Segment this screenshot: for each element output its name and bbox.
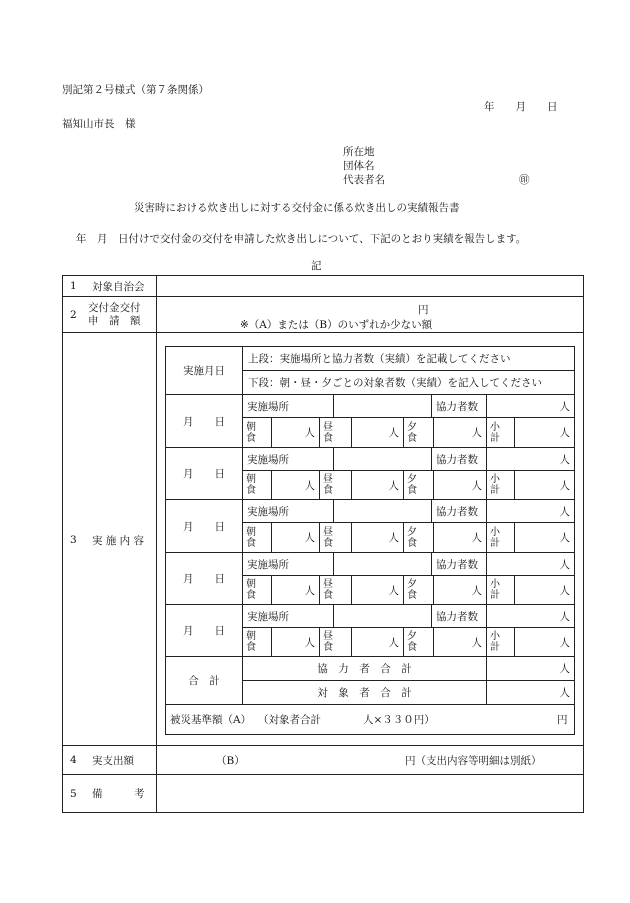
- row3-label: 実 施 内 容: [92, 534, 145, 547]
- row2-label: [88, 297, 141, 332]
- meal-label: [490, 471, 500, 499]
- month-day-label: 月 日: [183, 625, 225, 637]
- meal-count-unit: 人: [559, 427, 570, 439]
- month-day-label: 月 日: [183, 468, 225, 480]
- meal-label: [323, 471, 333, 499]
- meal-count-unit: 人: [559, 584, 570, 597]
- meal-count-unit: 人: [388, 584, 399, 597]
- row2-yen: 円: [418, 304, 429, 316]
- meal-label: [246, 471, 256, 499]
- helpers-label: 協力者数: [436, 400, 478, 413]
- meal-label: [246, 418, 256, 447]
- meal-label-top: 小: [490, 526, 500, 538]
- row3-number: 3: [70, 534, 77, 546]
- meal-label: [490, 628, 500, 656]
- intro-text: 年 月 日付けで交付金の交付を申請した炊き出しについて、下記のとおり実績を報告します。: [76, 233, 527, 245]
- meal-label: [490, 523, 500, 552]
- row4-b-marker: （B）: [216, 754, 245, 767]
- meal-count-unit: 人: [388, 636, 399, 649]
- meal-count-unit: 人: [559, 636, 570, 649]
- meal-count-unit: 人: [471, 427, 482, 439]
- row2-note: ※（A）または（B）のいずれか少ない額: [240, 319, 433, 331]
- meal-label-top: 夕: [407, 579, 417, 590]
- lower-instruction: 下段：朝・昼・夕ごとの対象者数（実績）を記入してください: [248, 377, 542, 389]
- organization-label: 団体名: [343, 160, 375, 172]
- meal-count-unit: 人: [388, 479, 399, 492]
- meal-label-bottom: 食: [323, 432, 333, 444]
- meal-count-unit: 人: [559, 532, 570, 544]
- meal-label: [407, 471, 417, 499]
- meal-label-top: 昼: [323, 421, 333, 433]
- row1-number: 1: [70, 280, 77, 292]
- date-header-label: 実施月日: [183, 365, 225, 377]
- row5-number: 5: [70, 787, 77, 800]
- place-label: 実施場所: [247, 453, 289, 466]
- meal-label-bottom: 計: [490, 590, 500, 601]
- row2-number: 2: [70, 308, 77, 321]
- meal-label: [407, 576, 417, 604]
- helpers-label: 協力者数: [436, 558, 478, 571]
- meal-label-bottom: 計: [490, 485, 500, 496]
- meal-label: [323, 523, 333, 552]
- meal-label-bottom: 食: [323, 590, 333, 601]
- meal-label-bottom: 食: [246, 485, 256, 496]
- meal-label-top: 夕: [407, 526, 417, 538]
- row4-number: 4: [70, 754, 77, 766]
- standard-amount-label: 被災基準額（A）: [170, 714, 252, 726]
- meal-label: [490, 418, 500, 447]
- meal-count-unit: 人: [471, 479, 482, 492]
- standard-amount-yen: 円: [557, 714, 568, 726]
- meal-count-unit: 人: [471, 584, 482, 597]
- row5-label: 備 考: [92, 788, 145, 800]
- meal-count-unit: 人: [471, 532, 482, 544]
- total-helpers-label: 協 力 者 合 計: [317, 663, 412, 675]
- helpers-label: 協力者数: [436, 505, 478, 518]
- place-label: 実施場所: [247, 558, 289, 571]
- meal-label-bottom: 食: [323, 485, 333, 496]
- total-targets-label: 対 象 者 合 計: [317, 687, 412, 699]
- meal-label: [323, 628, 333, 656]
- meal-label-top: 小: [490, 474, 500, 485]
- total-label: 合 計: [188, 675, 220, 687]
- meal-label-bottom: 食: [407, 485, 417, 496]
- meal-label-bottom: 食: [323, 537, 333, 549]
- meal-count-unit: 人: [304, 584, 315, 597]
- meal-label: [323, 576, 333, 604]
- meal-label-bottom: 食: [323, 642, 333, 653]
- standard-amount-calc: （対象者合計 人×３３０円）: [258, 714, 435, 726]
- helpers-label: 協力者数: [436, 610, 478, 623]
- meal-label-top: 朝: [246, 421, 256, 433]
- form-number: 別記第２号様式（第７条関係）: [62, 84, 209, 96]
- meal-count-unit: 人: [304, 479, 315, 492]
- meal-label-top: 夕: [407, 421, 417, 433]
- meal-label-top: 昼: [323, 631, 333, 642]
- meal-count-unit: 人: [304, 636, 315, 649]
- meal-label-top: 昼: [323, 474, 333, 485]
- helpers-unit: 人: [559, 453, 570, 466]
- meal-label-top: 小: [490, 631, 500, 642]
- meal-label-bottom: 食: [246, 590, 256, 601]
- helpers-unit: 人: [559, 610, 570, 623]
- meal-label: [323, 418, 333, 447]
- document-title: 災害時における炊き出しに対する交付金に係る炊き出しの実績報告書: [134, 202, 460, 214]
- upper-instruction: 上段：実施場所と協力者数（実績）を記載してください: [248, 353, 511, 365]
- meal-label-top: 朝: [246, 474, 256, 485]
- meal-label-bottom: 食: [407, 537, 417, 549]
- helpers-unit: 人: [559, 505, 570, 518]
- meal-count-unit: 人: [304, 427, 315, 439]
- helpers-label: 協力者数: [436, 453, 478, 466]
- meal-label-bottom: 計: [490, 432, 500, 444]
- meal-label-bottom: 食: [407, 590, 417, 601]
- meal-label-top: 小: [490, 421, 500, 433]
- month-day-label: 月 日: [183, 573, 225, 585]
- row4-yen-note: 円（支出内容等明細は別紙）: [405, 754, 542, 767]
- meal-label-top: 朝: [246, 631, 256, 642]
- row4-label: 実支出額: [92, 754, 134, 767]
- meal-count-unit: 人: [388, 532, 399, 544]
- meal-label-bottom: 食: [407, 432, 417, 444]
- meal-label-top: 昼: [323, 526, 333, 538]
- meal-label: [246, 576, 256, 604]
- meal-label-top: 朝: [246, 579, 256, 590]
- total-helpers-unit: 人: [559, 663, 570, 675]
- place-label: 実施場所: [247, 400, 289, 413]
- meal-count-unit: 人: [304, 532, 315, 544]
- meal-count-unit: 人: [471, 636, 482, 649]
- helpers-unit: 人: [559, 400, 570, 413]
- meal-label: [246, 523, 256, 552]
- meal-label-top: 朝: [246, 526, 256, 538]
- meal-label: [490, 576, 500, 604]
- meal-label-bottom: 食: [246, 642, 256, 653]
- place-label: 実施場所: [247, 505, 289, 518]
- meal-label: [407, 523, 417, 552]
- meal-label-bottom: 計: [490, 642, 500, 653]
- meal-count-unit: 人: [388, 427, 399, 439]
- meal-label-bottom: 食: [246, 537, 256, 549]
- seal-mark: ㊞: [519, 174, 530, 186]
- meal-label-top: 昼: [323, 579, 333, 590]
- meal-label-top: 夕: [407, 474, 417, 485]
- row2-label-line1: 交付金交付: [88, 301, 141, 314]
- row2-label-line2: 申 請 額: [88, 314, 141, 327]
- ki-label: 記: [311, 260, 322, 272]
- row1-label: 対象自治会: [92, 280, 145, 293]
- addressee: 福知山市長 様: [62, 118, 136, 130]
- meal-label-top: 夕: [407, 631, 417, 642]
- month-day-label: 月 日: [183, 415, 225, 428]
- place-label: 実施場所: [247, 610, 289, 623]
- meal-label: [407, 628, 417, 656]
- total-targets-unit: 人: [559, 687, 570, 699]
- month-day-label: 月 日: [183, 520, 225, 533]
- meal-label-bottom: 計: [490, 537, 500, 549]
- meal-label-bottom: 食: [246, 432, 256, 444]
- meal-label-bottom: 食: [407, 642, 417, 653]
- meal-label: [246, 628, 256, 656]
- meal-label-top: 小: [490, 579, 500, 590]
- meal-count-unit: 人: [559, 479, 570, 492]
- representative-label: 代表者名: [343, 174, 385, 186]
- helpers-unit: 人: [559, 558, 570, 571]
- date-line: 年 月 日: [484, 101, 558, 113]
- address-label: 所在地: [343, 146, 375, 158]
- meal-label: [407, 418, 417, 447]
